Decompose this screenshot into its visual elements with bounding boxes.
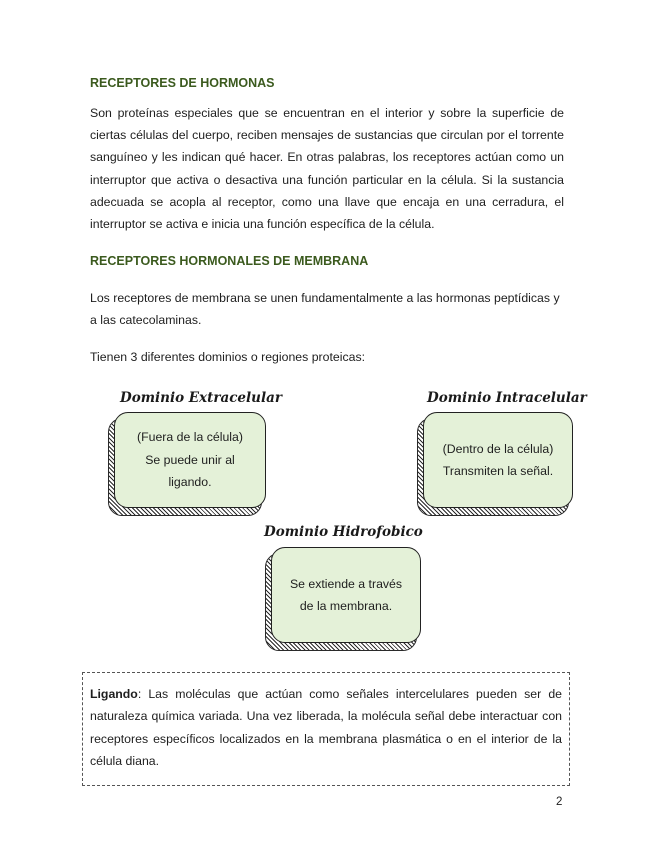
extracellular-line: ligando. (168, 475, 212, 490)
receptores-paragraph: Son proteínas especiales que se encuentran en el interior y sobre la superficie de ciertas células del cuerpo, reciben mensajes de sustancias que circulan por el torrente sanguíneo y les indican qué hacer. En otras palabras, los receptores actúan como un interruptor que activa o desactiva una función particular en la célula. Si la sustancia adecuada se acopla al receptor, como una llave que encaja en una cerradura, el interruptor se activa e inicia una función específica de la célula. (90, 106, 564, 232)
extracellular-title: Dominio Extracelular (120, 390, 282, 406)
extracellular-line: Se puede unir al (145, 452, 235, 467)
section-heading-membrana: RECEPTORES HORMONALES DE MEMBRANA (90, 254, 369, 268)
hydrophobic-line: Se extiende a través (289, 576, 403, 591)
page-number: 2 (556, 796, 563, 808)
intracellular-line: Transmiten la señal. (442, 464, 554, 478)
hydrophobic-title: Dominio Hidrofobico (264, 524, 423, 540)
ligando-definition: : Las moléculas que actúan como señales intercelulares pueden ser de naturaleza química variada. Una vez liberada, la molécula señal debe interactuar con receptores específicos localizados en la membrana plasmática o en el interior de la célula diana. (90, 687, 562, 769)
ligando-term: Ligando (90, 687, 138, 701)
intracellular-title: Dominio Intracelular (427, 390, 587, 406)
extracellular-box (114, 412, 266, 508)
extracellular-line: (Fuera de la célula) (137, 430, 243, 445)
membrana-paragraph: Los receptores de membrana se unen fundamentalmente a las hormonas peptídicas y a las catecolaminas. (90, 291, 560, 328)
ligando-note (82, 672, 570, 786)
ligando-text (90, 683, 562, 773)
dominios-intro: Tienen 3 diferentes dominios o regiones proteicas: (90, 350, 366, 364)
hydrophobic-box (271, 547, 421, 643)
intracellular-box (423, 412, 573, 508)
section-heading-receptores: RECEPTORES DE HORMONAS (90, 76, 275, 90)
intracellular-line: (Dentro de la célula) (442, 441, 554, 456)
hydrophobic-line: de la membrana. (299, 599, 393, 613)
